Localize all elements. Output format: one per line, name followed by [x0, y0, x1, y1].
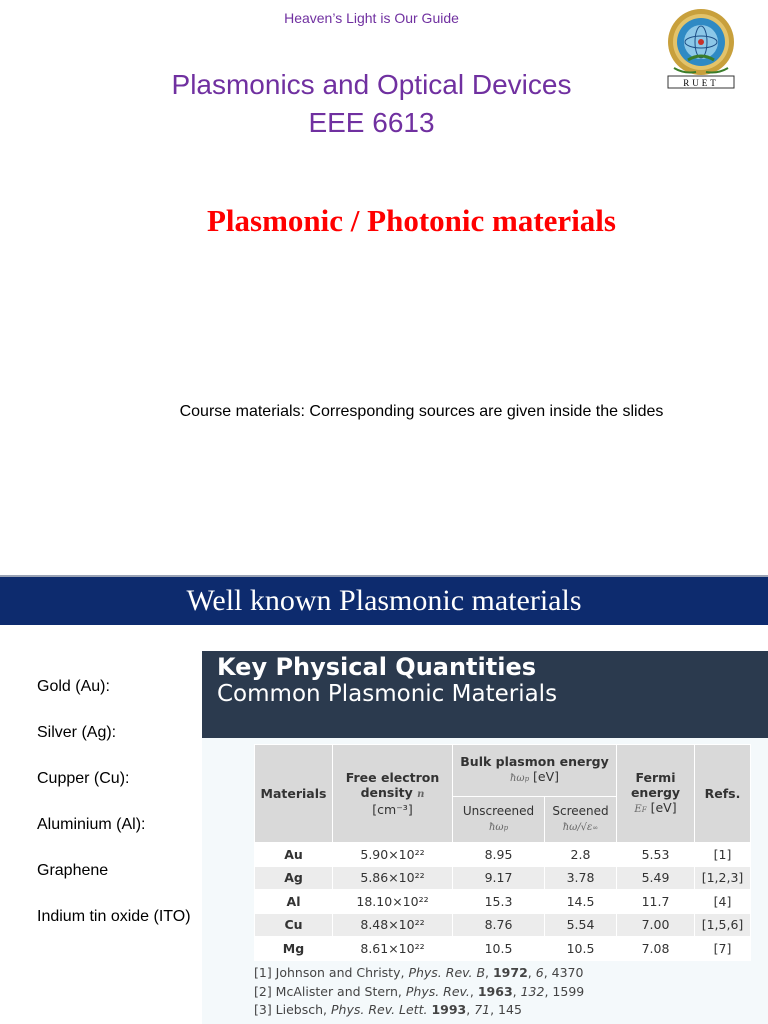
table-row: Al 18.10×10²² 15.3 14.5 11.7 [4] [255, 890, 751, 914]
list-item: [3] Liebsch, Phys. Rev. Lett. 1993, 71, 145 [254, 1002, 522, 1017]
list-item: Indium tin oxide (ITO) [37, 908, 191, 925]
list-item: Cupper (Cu): [37, 770, 130, 787]
col-header-fermi: Fermi energy EF [eV] [617, 745, 695, 843]
list-item: [1] Johnson and Christy, Phys. Rev. B, 1972, 6, 4370 [254, 965, 584, 980]
course-note: Course materials: Corresponding sources are given inside the slides [179, 403, 664, 420]
motto: Heaven’s Light is Our Guide [284, 10, 459, 26]
materials-list [37, 676, 191, 952]
panel-header [202, 651, 768, 738]
table-row: Ag 5.86×10²² 9.17 3.78 5.49 [1,2,3] [255, 866, 751, 890]
logo-text: RUET [683, 78, 719, 88]
panel-subtitle: Common Plasmonic Materials [217, 681, 558, 707]
list-item: Silver (Ag): [37, 724, 117, 741]
quantities-table [254, 744, 751, 961]
list-item: Aluminium (Al): [37, 816, 146, 833]
topic-title: Plasmonic / Photonic materials [207, 203, 616, 238]
ruet-logo [660, 4, 742, 90]
references-list [254, 964, 584, 1020]
panel-title: Key Physical Quantities [217, 653, 537, 681]
quantities-panel [202, 651, 768, 1024]
list-item: [2] McAlister and Stern, Phys. Rev., 1963, 132, 1599 [254, 983, 585, 999]
course-title [0, 66, 743, 142]
col-header-materials: Materials [255, 745, 333, 843]
table-row: Au 5.90×10²² 8.95 2.8 5.53 [1] [255, 843, 751, 867]
course-name: Plasmonics and Optical Devices [171, 69, 572, 100]
col-header-bulk-plasmon: Bulk plasmon energy ħωp [eV] [453, 745, 617, 797]
slide2-banner [0, 577, 768, 625]
course-code: EEE 6613 [308, 107, 435, 138]
slide2-title: Well known Plasmonic materials [186, 584, 582, 617]
table-row: Mg 8.61×10²² 10.5 10.5 7.08 [7] [255, 937, 751, 961]
col-header-unscreened: Unscreened ħωp [453, 797, 545, 843]
list-item: Graphene [37, 862, 109, 879]
col-header-free-electron: Free electron density n [cm⁻³] [333, 745, 453, 843]
col-header-refs: Refs. [695, 745, 751, 843]
table-row: Cu 8.48×10²² 8.76 5.54 7.00 [1,5,6] [255, 913, 751, 937]
list-item: Gold (Au): [37, 678, 110, 695]
col-header-screened: Screened ħω/√ε∞ [545, 797, 617, 843]
